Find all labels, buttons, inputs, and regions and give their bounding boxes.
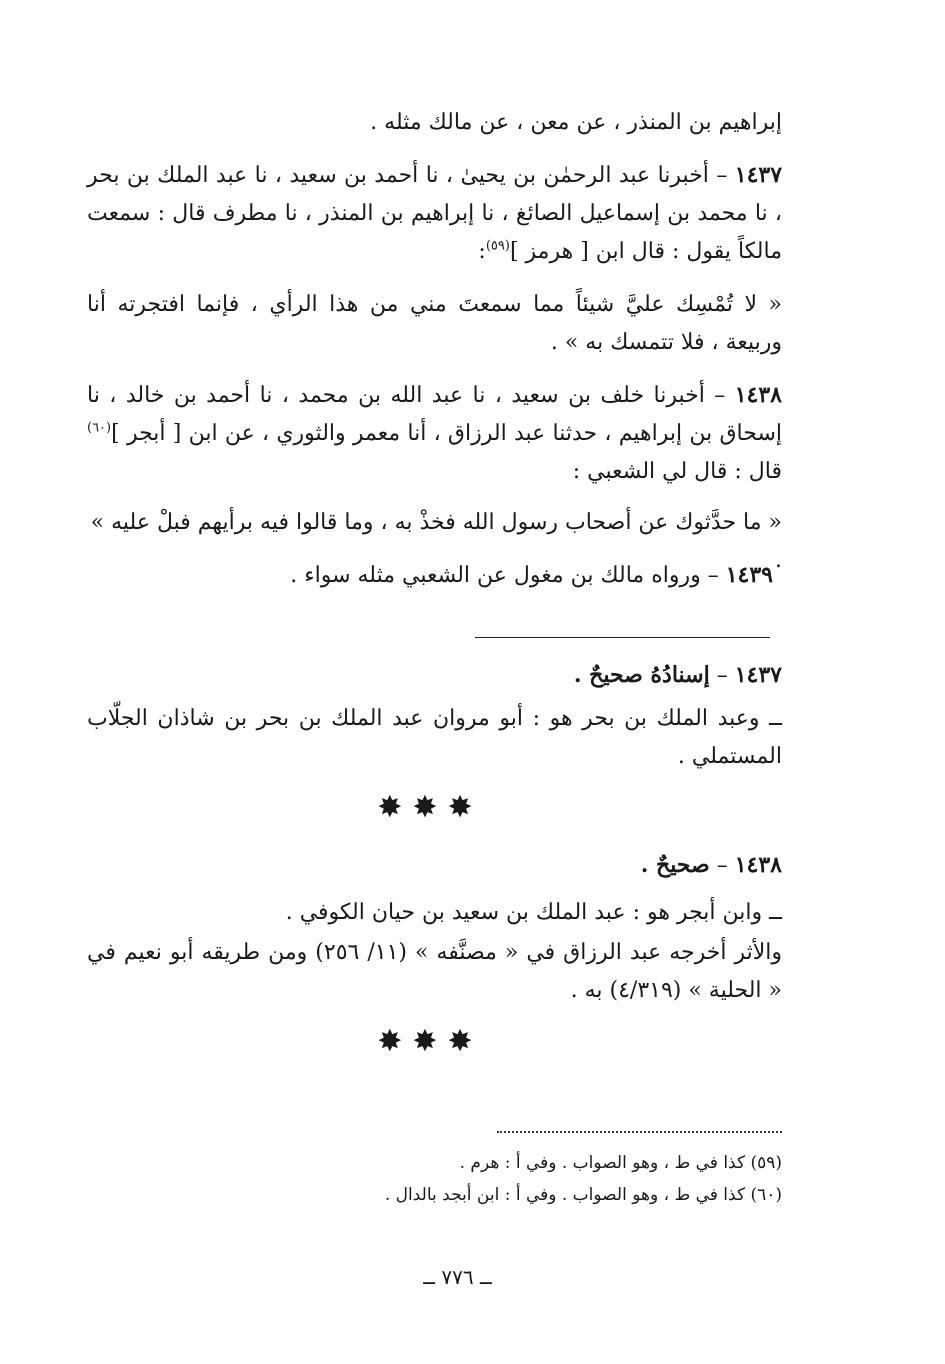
footnote-separator (497, 1131, 782, 1133)
footnote-59 (87, 1148, 782, 1178)
star-ornaments: ✸✸✸ (377, 1024, 483, 1059)
commentary-number: ١٤٣٨ (734, 852, 782, 878)
hadith-text: أخبرنا خلف بن سعيد ، نا عبد الله بن محمد ، نا أحمد بن خالد ، نا إسحاق بن إبراهيم ، حدثنا عبد الرزاق ، أنا معمر والثوري ، عن ابن [ أبجر ] (87, 383, 782, 446)
commentary-text: ــ وعبد الملك بن بحر هو : أبو مروان عبد الملك بن بحر بن شاذان الجلّاب المستملي . (87, 706, 782, 769)
commentary-1438-line2 (87, 934, 782, 1010)
footnote-text: (٦٠) كذا في ط ، وهو الصواب . وفي أ : ابن أبجد بالدال . (384, 1185, 782, 1205)
dash: – (707, 563, 719, 588)
hadith-1439 (78, 556, 773, 595)
page-number-text: ــ ٧٧٦ ــ (423, 1265, 492, 1289)
dash: – (716, 663, 728, 688)
quote-1437 (87, 286, 782, 362)
footnote-ref[interactable]: (٥٩) (485, 238, 510, 254)
dash: – (714, 383, 726, 408)
commentary-1438-line1 (87, 894, 782, 932)
hadith-text: ورواه مالك بن مغول عن الشعبي مثله سواء . (290, 563, 701, 588)
commentary-title: إسنادُهُ صحيحٌ . (573, 662, 710, 688)
hadith-number: ١٤٣٧ (734, 162, 783, 188)
hadith-1437 (87, 156, 782, 271)
commentary-text: ــ وابن أبجر هو : عبد الملك بن سعيد بن حيان الكوفي . (285, 900, 782, 925)
quote-text: « لا تُمْسِك عليَّ شيئاً مما سمعتَ مني من هذا الرأي ، فإنما افتجرته أنا وربيعة ، فلا تتمسك به » . (87, 292, 782, 355)
dash: – (716, 853, 728, 878)
hadith-1438 (87, 376, 782, 491)
footnote-60 (87, 1180, 782, 1210)
hadith-number: ١٤٣٨ (734, 382, 782, 408)
footnote-text: (٥٩) كذا في ط ، وهو الصواب . وفي أ : هرم . (459, 1153, 782, 1173)
footnote-ref[interactable]: (٦٠) (87, 420, 112, 436)
quote-text: « ما حدَّثوك عن أصحاب رسول الله فخذْ به ، وما قالوا فيه برأيهم فبلْ عليه » . (90, 510, 782, 573)
commentary-1437-body (87, 700, 782, 776)
page-number (0, 1262, 915, 1292)
commentary-1438-heading (87, 846, 782, 885)
separator-stars (0, 1024, 860, 1060)
hadith-text-end: قال : قال لي الشعبي : (572, 459, 782, 484)
section-divider (475, 637, 770, 638)
commentary-1437-heading (87, 656, 782, 695)
commentary-text: والأثر أخرجه عبد الرزاق في « مصنَّفه » (١١/ ٢٥٦) ومن طريقه أبو نعيم في « الحلية » (٤/٣١٩) به . (87, 940, 783, 1003)
hadith-text: أخبرنا عبد الرحمٰن بن يحيىٰ ، نا أحمد بن سعيد ، نا عبد الملك بن بحر ، نا محمد بن إسماعيل الصائغ ، نا إبراهيم بن المنذر ، نا مطرف قال : سمعت مالكاً يقول : قال ابن [ هرمز ] (87, 163, 782, 264)
star-ornaments: ✸✸✸ (377, 790, 483, 825)
line-continuation (87, 104, 782, 142)
separator-stars (0, 790, 860, 826)
continuation-text: إبراهيم بن المنذر ، عن معن ، عن مالك مثله . (370, 110, 782, 135)
hadith-text-end: : (478, 239, 486, 264)
commentary-title: صحيحٌ . (640, 852, 710, 878)
dash: – (716, 163, 728, 188)
hadith-number: ١٤٣٩ (725, 562, 773, 588)
commentary-number: ١٤٣٧ (734, 662, 782, 688)
